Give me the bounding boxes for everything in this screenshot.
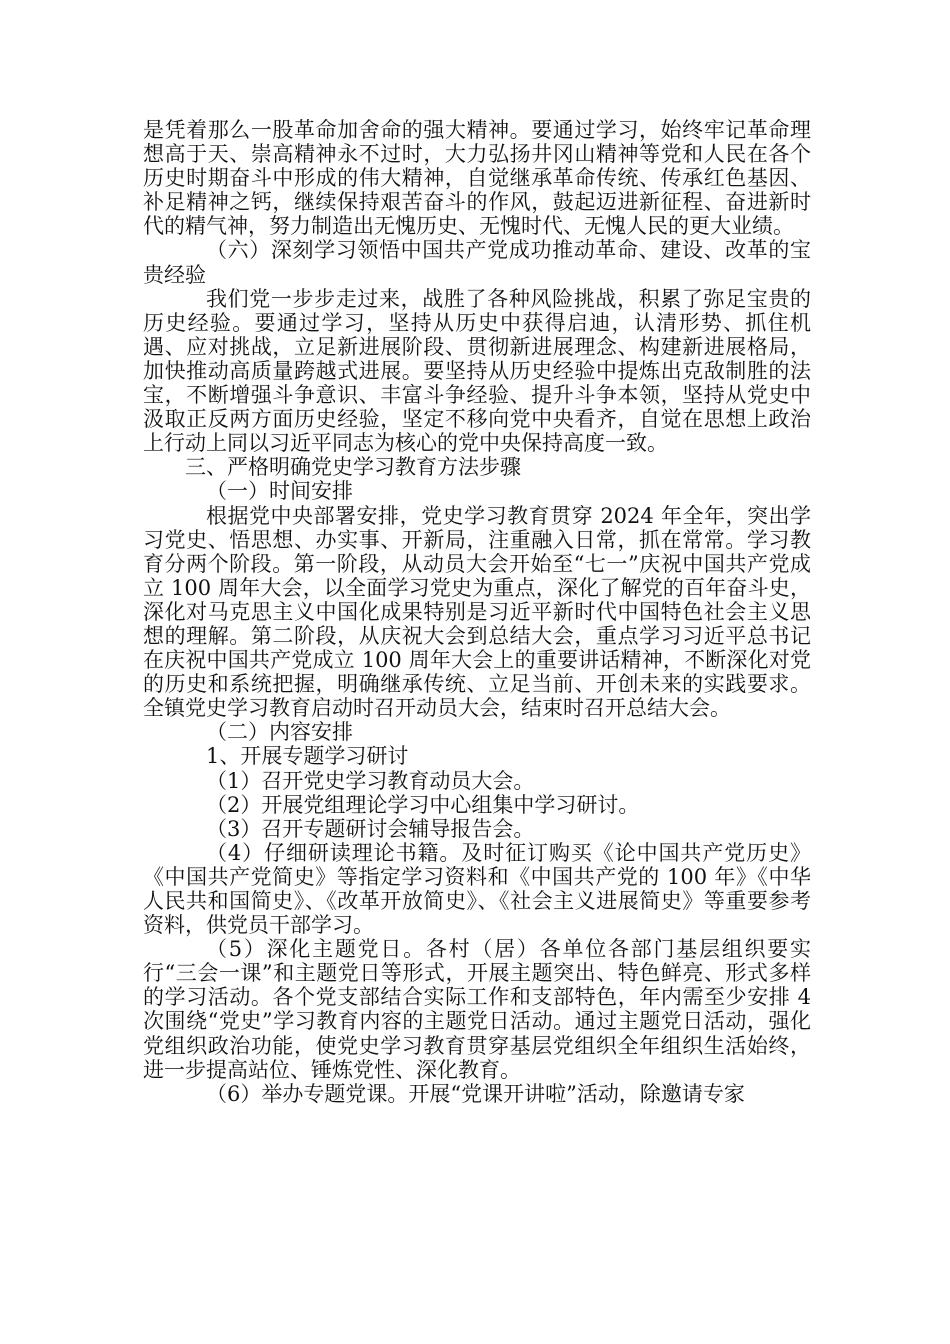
list-item-2: （2）开展党组理论学习中心组集中学习研讨。: [206, 792, 640, 817]
section-heading-three: 三、严格明确党史学习教育方法步骤: [185, 455, 521, 480]
subheading-content: （二）内容安排: [206, 720, 353, 745]
subheading-six: （六）深刻学习领悟中国共产党成功推动革命、建设、改革的宝贵经验: [143, 238, 811, 287]
list-item-3: （3）召开专题研讨会辅导报告会。: [206, 816, 535, 841]
paragraph-continuation: 是凭着那么一股革命加舍命的强大精神。要通过学习，始终牢记革命理想高于天、崇高精神永不过时，大力弘扬井冈山精神等党和人民在各个历史时期奋斗中形成的伟大精神，自觉继承革命传统、传承红色基因、补足精神之钙，继续保持艰苦奋斗的作风，鼓起迈进新征程、奋进新时代的精气神，努力制造出无愧历史、无愧时代、无愧人民的更大业绩。: [143, 118, 811, 239]
subheading-time: （一）时间安排: [206, 479, 353, 504]
list-item-1: （1）召开党史学习教育动员大会。: [206, 768, 535, 793]
list-item-5: （5）深化主题党日。各村（居）各单位各部门基层组织要实行“三会一课”和主题党日等形式，开展主题突出、特色鲜亮、形式多样的学习活动。各个党支部结合实际工作和支部特色，年内需至少安排 4 次围绕“党史”学习教育内容的主题党日活动。通过主题党日活动，强化党组织政治功能，使党史学习教育贯穿基层党组织全年组织生活始终，进一步提高站位、锤炼党性、深化教育。: [143, 937, 811, 1082]
document-page: [143, 118, 811, 1106]
paragraph-time-arrangement: 根据党中央部署安排，党史学习教育贯穿 2024 年全年，突出学习党史、悟思想、办实事、开新局，注重融入日常，抓在常常。学习教育分两个阶段。第一阶段，从动员大会开始至“七一”庆祝中国共产党成立 100 周年大会，以全面学习党史为重点，深化了解党的百年奋斗史，深化对马克思主义中国化成果特别是习近平新时代中国特色社会主义思想的理解。第二阶段，从庆祝大会到总结大会，重点学习习近平总书记在庆祝中国共产党成立 100 周年大会上的重要讲话精神，不断深化对党的历史和系统把握，明确继承传统、立足当前、开创未来的实践要求。全镇党史学习教育启动时召开动员大会，结束时召开总结大会。: [143, 503, 811, 721]
paragraph-experience: 我们党一步步走过来，战胜了各种风险挑战，积累了弥足宝贵的历史经验。要通过学习，坚持从历史中获得启迪，认清形势、抓住机遇、应对挑战，立足新进展阶段、贯彻新进展理念、构建新进展格局，加快推动高质量跨越式进展。要坚持从历史经验中提炼出克敌制胜的法宝，不断增强斗争意识、丰富斗争经验、提升斗争本领，坚持从党史中汲取正反两方面历史经验，坚定不移向党中央看齐，自觉在思想上政治上行动上同以习近平同志为核心的党中央保持高度一致。: [143, 286, 811, 456]
list-item-6: （6）举办专题党课。开展“党课开讲啦”活动，除邀请专家: [206, 1081, 745, 1106]
list-heading-study: 1、开展专题学习研讨: [206, 744, 409, 769]
list-item-4: （4）仔细研读理论书籍。及时征订购买《论中国共产党历史》《中国共产党简史》等指定学习资料和《中国共产党的 100 年》《中华人民共和国简史》、《改革开放简史》、《社会主义进展简史》等重要参考资料，供党员干部学习。: [143, 840, 811, 938]
